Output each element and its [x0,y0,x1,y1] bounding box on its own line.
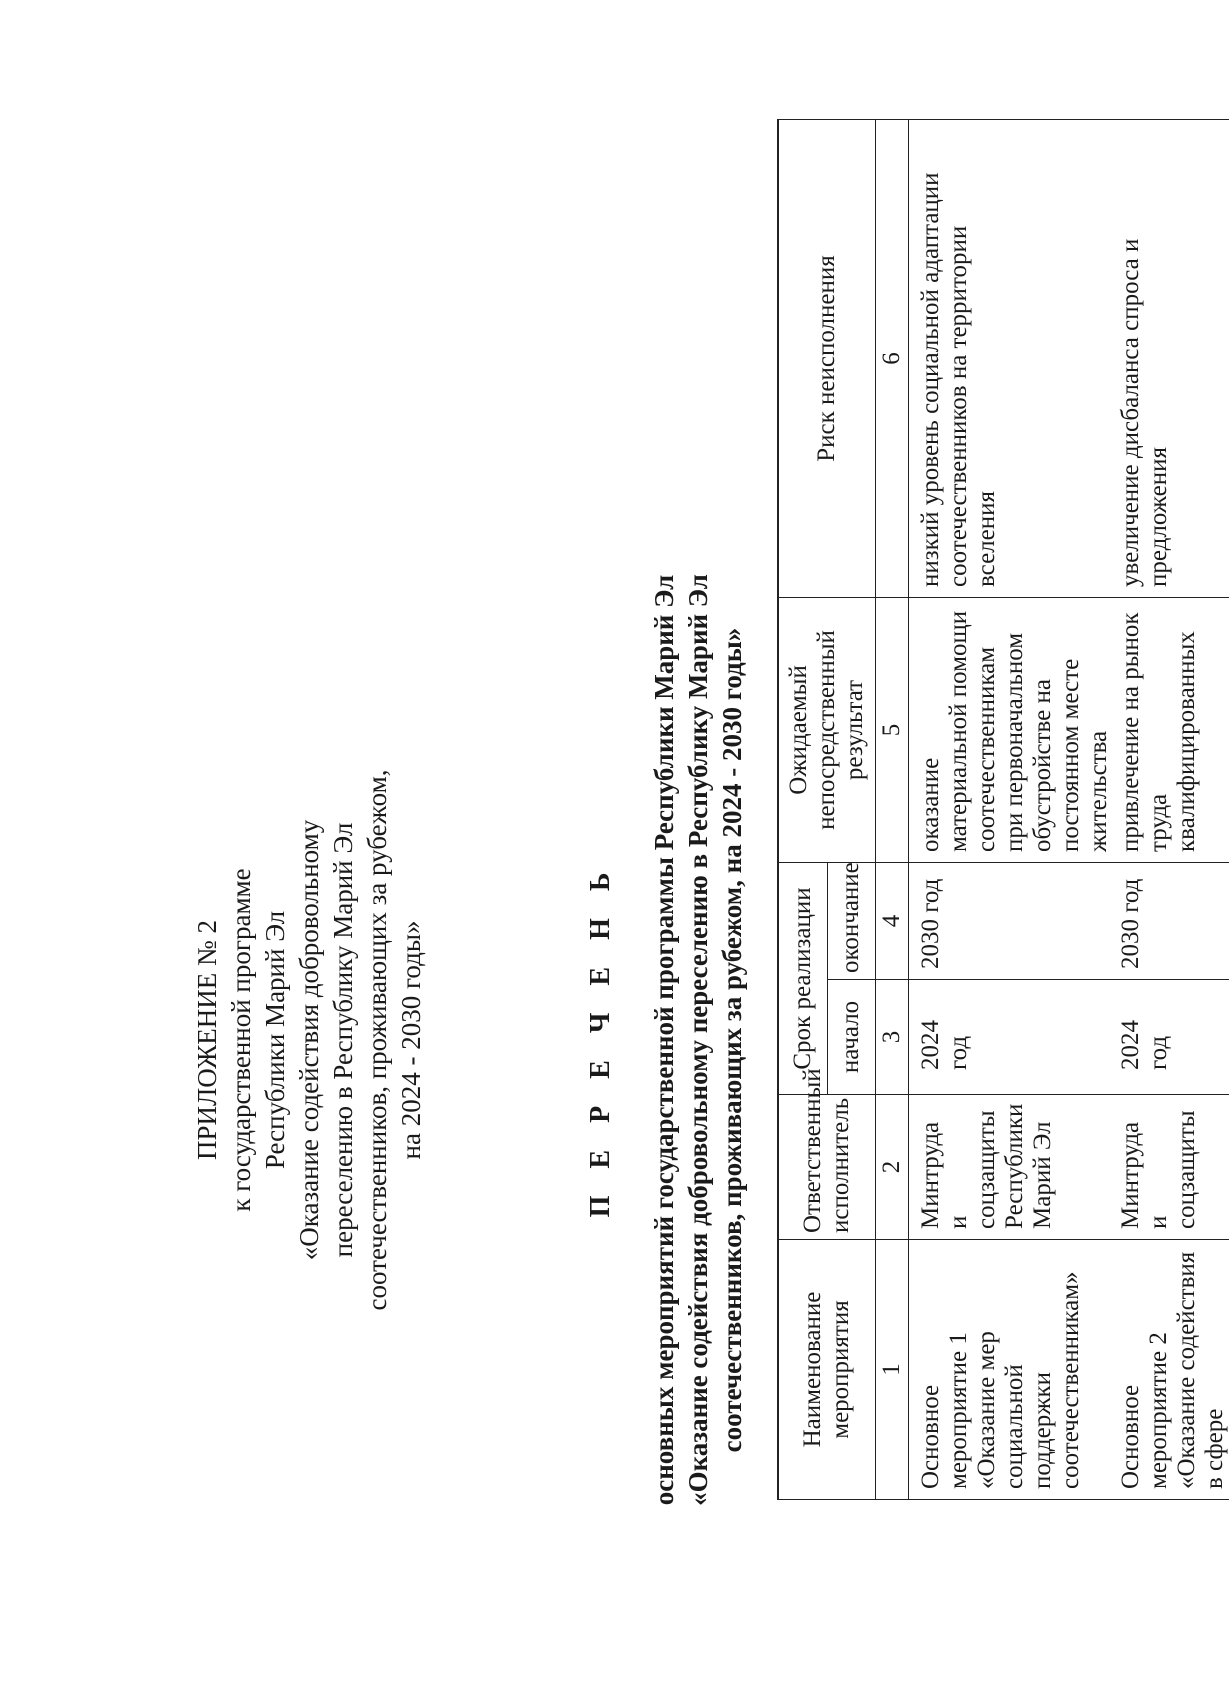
document-subtitle [647,420,749,1660]
cell-start: 2024 год [909,980,1114,1095]
subtitle-line: соотечественников, проживающих за рубежом, на 2024 - 2030 годы» [717,627,747,1453]
table-row [909,119,1114,1499]
cell-end: 2030 год [909,862,1114,979]
column-number: 1 [876,1240,909,1500]
header-risk: Риск неисполнения [778,119,876,597]
document-heading: П Е Р Е Ч Е Н Ь [585,862,616,1218]
subtitle-line: «Оказание содействия добровольному переселению в Республику Марий Эл [683,574,713,1506]
cell-start: 2024 год [1113,980,1229,1095]
appendix-line: переселению в Республику Марий Эл [328,822,358,1258]
header-name: Наименование мероприятия [778,1240,876,1500]
cell-result: оказание материальной помощи соотечественникам при первоначальном обустройстве на постоянном месте жительства [909,597,1114,862]
table-row [1113,119,1229,1499]
appendix-line: «Оказание содействия добровольному [294,819,324,1261]
document-title-block [585,420,749,1660]
appendix-line: Республики Марий Эл [260,910,290,1170]
column-number: 6 [876,119,909,597]
cell-result: привлечение на рынок труда квалифицированных [1113,597,1229,862]
cell-risk: увеличение дисбаланса спроса и предложения [1113,119,1229,597]
subtitle-line: основных мероприятий государственной программы Республики Марий Эл [649,574,679,1506]
appendix-line: соотечественников, проживающих за рубежом, [362,769,392,1311]
header-result: Ожидаемый непосредственный результат [778,597,876,862]
cell-end: 2030 год [1113,862,1229,979]
header-end: окончание [827,862,875,979]
cell-name: Основное мероприятие 1 «Оказание мер социальной поддержки соотечественникам» [909,1240,1114,1500]
cell-executor: Минтруда и соцзащиты [1113,1095,1229,1240]
appendix-line: ПРИЛОЖЕНИЕ № 2 [192,919,222,1161]
header-period: Срок реализации [778,862,827,1094]
header-start: начало [827,980,875,1095]
appendix-line: на 2024 - 2030 годы» [396,920,426,1160]
header-executor: Ответственный исполнитель [778,1095,876,1240]
appendix-line: к государственной программе [226,868,256,1212]
measures-table [777,119,1229,1500]
cell-risk: низкий уровень социальной адаптации соотечественников на территории вселения [909,119,1114,597]
rotated-page [40,100,1228,1660]
column-number: 2 [876,1095,909,1240]
appendix-note [190,420,428,1660]
column-number: 4 [876,862,909,979]
cell-name: Основное мероприятие 2 «Оказание содействия в сфере [1113,1240,1229,1500]
cell-executor: Минтруда и соцзащиты Республики Марий Эл [909,1095,1114,1240]
column-number: 5 [876,597,909,862]
column-number: 3 [876,980,909,1095]
